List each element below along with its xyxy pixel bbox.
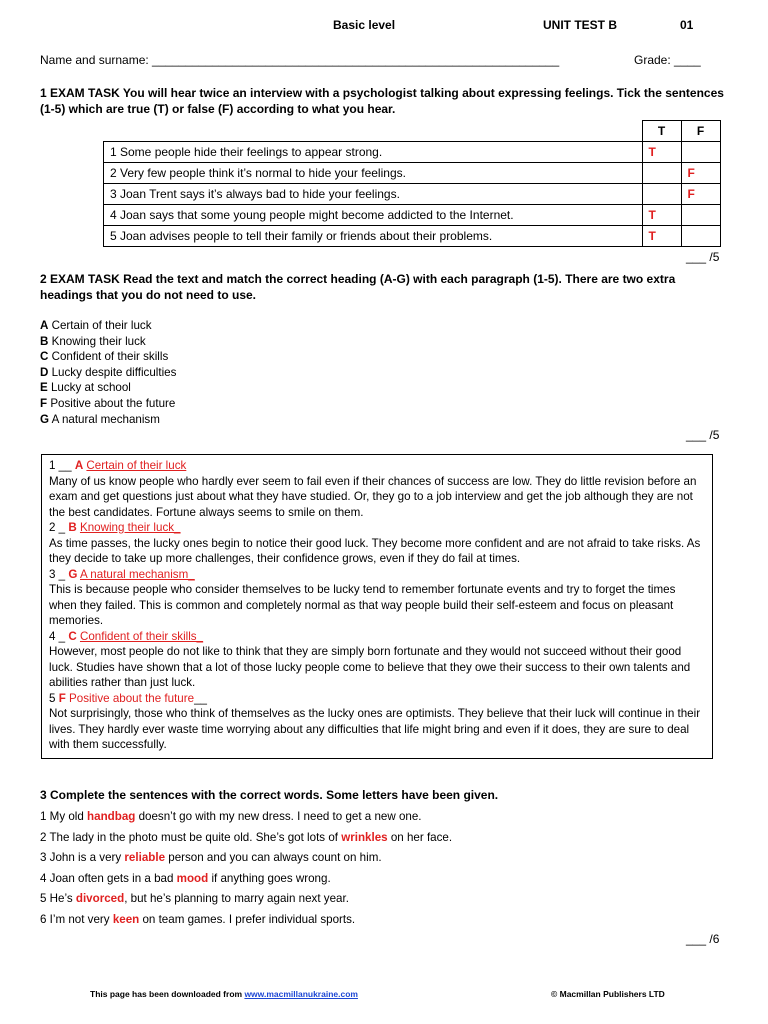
paragraph-heading: 3 _ G A natural mechanism_ xyxy=(49,567,195,581)
sentence: 1 My old handbag doesn’t go with my new dress. I need to get a new one. xyxy=(40,810,422,823)
heading-option xyxy=(40,349,176,365)
heading-option xyxy=(40,412,176,428)
sentence: 4 Joan often gets in a bad mood if anything goes wrong. xyxy=(40,871,331,885)
table-row xyxy=(104,226,721,247)
task1-instruction: 1 EXAM TASK You will hear twice an interview with a psychologist talking about expressing feelings. Tick the sentences (1-5) which are true (T) or false (F) according to what you hear. xyxy=(40,86,724,116)
false-cell[interactable] xyxy=(681,226,720,247)
false-cell[interactable] xyxy=(681,205,720,226)
heading-option xyxy=(40,380,176,396)
paragraph-heading: 5 F Positive about the future__ xyxy=(49,691,207,705)
sentence-list xyxy=(40,809,452,932)
paragraph-heading: 2 _ B Knowing their luck_ xyxy=(49,521,181,534)
true-false-table xyxy=(103,120,721,247)
heading-letter: C xyxy=(40,350,49,364)
paragraph-heading: 4 _ C Confident of their skills_ xyxy=(49,629,204,643)
name-field[interactable]: Name and surname: _____________________________________________________________ xyxy=(40,53,560,67)
heading-option xyxy=(40,318,176,334)
answer-heading[interactable]: Confident of their skills_ xyxy=(79,629,204,643)
answer-word[interactable]: divorced xyxy=(75,892,125,905)
unit-label: UNIT TEST B xyxy=(543,18,617,32)
paragraph-body: However, most people do not like to think that they are simply born fortunate and they would not succeed without their good luck. Studies have shown that a lot of those lucky people come to believe that they owe their success to their own talents and abilities rather than just luck. xyxy=(49,645,691,689)
answer-heading[interactable]: A natural mechanism_ xyxy=(79,567,195,581)
heading-text: Lucky despite difficulties xyxy=(51,365,177,379)
answer-letter[interactable]: A xyxy=(74,459,84,472)
task2-instruction: 2 EXAM TASK Read the text and match the correct heading (A-G) with each paragraph (1-5). There are two extra headings that you do not need to use. xyxy=(40,272,676,302)
false-cell[interactable] xyxy=(681,142,720,163)
answer-word[interactable]: mood xyxy=(176,871,209,885)
heading-letter: F xyxy=(40,396,48,410)
heading-text: Confident of their skills xyxy=(51,350,169,364)
heading-letter: A xyxy=(40,319,49,332)
answer-letter[interactable]: F xyxy=(58,691,66,705)
table-header-row xyxy=(104,121,721,142)
true-cell[interactable]: T xyxy=(642,142,681,163)
heading-letter: E xyxy=(40,381,48,395)
heading-text: Lucky at school xyxy=(50,381,131,395)
sentence: 2 The lady in the photo must be quite old. She’s got lots of wrinkles on her face. xyxy=(40,830,453,844)
footer-link[interactable]: www.macmillanukraine.com xyxy=(244,989,358,999)
heading-letter: B xyxy=(40,334,49,348)
grade-field[interactable]: Grade: ____ xyxy=(634,53,701,67)
answer-heading[interactable]: Certain of their luck xyxy=(86,459,187,472)
table-row xyxy=(104,184,721,205)
false-cell[interactable]: F xyxy=(681,163,720,184)
heading-text: Certain of their luck xyxy=(51,319,152,332)
heading-option xyxy=(40,396,176,412)
true-cell[interactable] xyxy=(642,163,681,184)
heading-text: Positive about the future xyxy=(50,396,176,410)
answer-heading[interactable]: Knowing their luck_ xyxy=(79,521,181,534)
answer-heading[interactable]: Positive about the future xyxy=(69,691,195,705)
sentence: 3 John is a very reliable person and you can always count on him. xyxy=(40,851,382,864)
table-row xyxy=(104,163,721,184)
statement-text: 2 Very few people think it’s normal to hide your feelings. xyxy=(104,163,643,184)
paragraph-heading: 1 __ A Certain of their luck xyxy=(49,459,187,472)
answer-letter[interactable]: B xyxy=(68,521,77,534)
answer-word[interactable]: reliable xyxy=(124,851,166,864)
statement-text: 4 Joan says that some young people might become addicted to the Internet. xyxy=(104,205,643,226)
table-row xyxy=(104,205,721,226)
heading-text: A natural mechanism xyxy=(51,412,160,426)
table-row xyxy=(104,142,721,163)
headings-list xyxy=(40,318,176,427)
statement-text: 1 Some people hide their feelings to appear strong. xyxy=(104,142,643,163)
task3-instruction: 3 Complete the sentences with the correct words. Some letters have been given. xyxy=(40,788,499,802)
sentence: 5 He’s divorced, but he’s planning to marry again next year. xyxy=(40,892,349,905)
heading-text: Knowing their luck xyxy=(51,334,146,348)
true-cell[interactable]: T xyxy=(642,205,681,226)
footer-source: This page has been downloaded from www.macmillanukraine.com xyxy=(90,989,358,999)
answer-letter[interactable]: G xyxy=(68,567,78,581)
heading-letter: G xyxy=(40,412,50,426)
level-label: Basic level xyxy=(333,18,396,32)
heading-option xyxy=(40,365,176,381)
answer-letter[interactable]: C xyxy=(68,629,77,643)
statement-text: 5 Joan advises people to tell their family or friends about their problems. xyxy=(104,226,643,247)
false-cell[interactable]: F xyxy=(681,184,720,205)
task3-score: ___ /6 xyxy=(686,932,720,946)
column-false-header: F xyxy=(681,121,720,142)
true-cell[interactable] xyxy=(642,184,681,205)
answer-word[interactable]: keen xyxy=(112,912,140,926)
answer-word[interactable]: handbag xyxy=(87,810,136,823)
unit-number: 01 xyxy=(680,18,694,32)
reading-text-box xyxy=(41,454,713,759)
heading-option xyxy=(40,334,176,350)
statement-text: 3 Joan Trent says it’s always bad to hide your feelings. xyxy=(104,184,643,205)
answer-word[interactable]: wrinkles xyxy=(341,830,388,844)
footer-copyright: © Macmillan Publishers LTD xyxy=(551,989,665,999)
paragraph-body: Not surprisingly, those who think of themselves as the lucky ones are optimists. They believe that their luck will continue in their lives. They hardly ever waste time worrying about any difficulties that life might bring and even if it does, they are sure to deal with them successfully. xyxy=(49,707,701,751)
task2-score: ___ /5 xyxy=(686,428,720,442)
column-true-header: T xyxy=(642,121,681,142)
paragraph-body: This is because people who consider themselves to be lucky tend to remember fortunate events and try to forget the times when they failed. This is common and completely normal as that way people build their self-esteem and focus on pleasant memories. xyxy=(49,583,676,627)
task1-score: ___ /5 xyxy=(686,250,720,264)
paragraph-body: As time passes, the lucky ones begin to notice their good luck. They become more confident and are not afraid to take risks. As they decide to take up more challenges, their confidence grows, even if they do fail at times. xyxy=(49,536,701,565)
true-cell[interactable]: T xyxy=(642,226,681,247)
heading-letter: D xyxy=(40,365,49,379)
paragraph-body: Many of us know people who hardly ever seem to fail even if their chances of success are low. They do little revision before an exam and get questions just about what they have studied. Or, they go to a job interview and get the job although they are not the best candidates. Fortune always seems to smile on them. xyxy=(49,474,697,519)
sentence: 6 I’m not very keen on team games. I prefer individual sports. xyxy=(40,912,356,926)
